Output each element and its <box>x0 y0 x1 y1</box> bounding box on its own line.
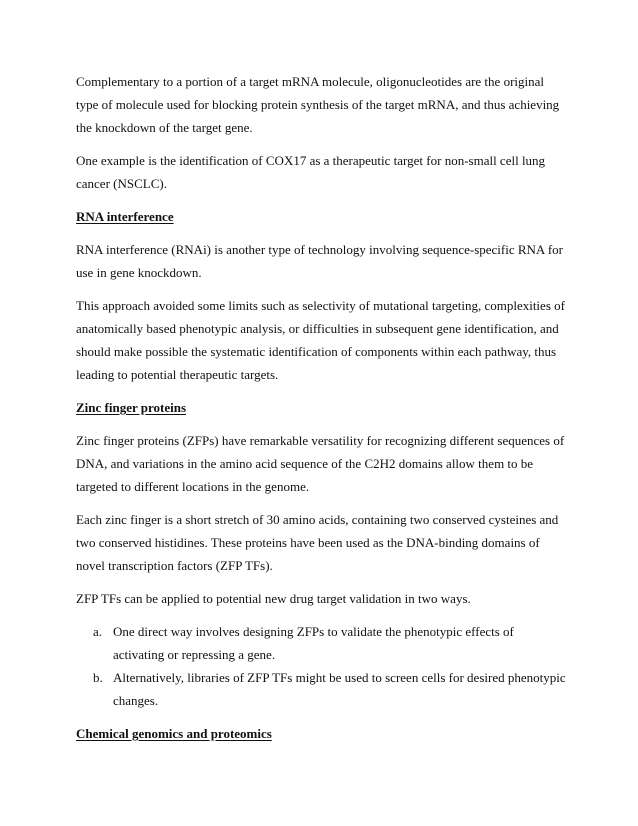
zfp-validation-list <box>76 620 566 713</box>
paragraph-zfp-versatility: Zinc finger proteins (ZFPs) have remarkable versatility for recognizing different sequences of DNA, and variations in the amino acid sequence of the C2H2 domains allow them to be targeted to different locations in the genome. <box>76 432 565 495</box>
section-heading-rna-interference: RNA interference <box>76 209 174 225</box>
list-marker: b. <box>93 669 103 685</box>
paragraph-cox17-example: One example is the identification of COX17 as a therapeutic target for non-small cell lung cancer (NSCLC). <box>76 153 546 192</box>
list-item-text: One direct way involves designing ZFPs to validate the phenotypic effects of activating or repressing a gene. <box>113 623 514 662</box>
document-page <box>76 70 566 755</box>
paragraph-zfp-applications: ZFP TFs can be applied to potential new drug target validation in two ways. <box>76 590 471 606</box>
paragraph-rnai-definition: RNA interference (RNAi) is another type of technology involving sequence-specific RNA for use in gene knockdown. <box>76 241 563 280</box>
paragraph-zfp-structure: Each zinc finger is a short stretch of 30 amino acids, containing two conserved cysteines and two conserved histidines. These proteins have been used as the DNA-binding domains of novel transcription factors (ZFP TFs). <box>76 511 559 574</box>
section-heading-zinc-finger-proteins: Zinc finger proteins <box>76 399 187 415</box>
list-item-text: Alternatively, libraries of ZFP TFs might be used to screen cells for desired phenotypic changes. <box>113 669 566 709</box>
paragraph-rnai-approach: This approach avoided some limits such as selectivity of mutational targeting, complexities of anatomically based phenotypic analysis, or difficulties in subsequent gene identification, and should make possible the systematic identification of components within each pathway, thus leading to potential therapeutic targets. <box>76 297 565 383</box>
paragraph-oligonucleotides: Complementary to a portion of a target mRNA molecule, oligonucleotides are the original type of molecule used for blocking protein synthesis of the target mRNA, and thus achieving the knockdown of the target gene. <box>76 74 560 136</box>
list-marker: a. <box>93 623 103 639</box>
list-item <box>76 666 566 712</box>
section-heading-chemical-genomics: Chemical genomics and proteomics <box>76 725 272 741</box>
list-item <box>76 620 566 666</box>
